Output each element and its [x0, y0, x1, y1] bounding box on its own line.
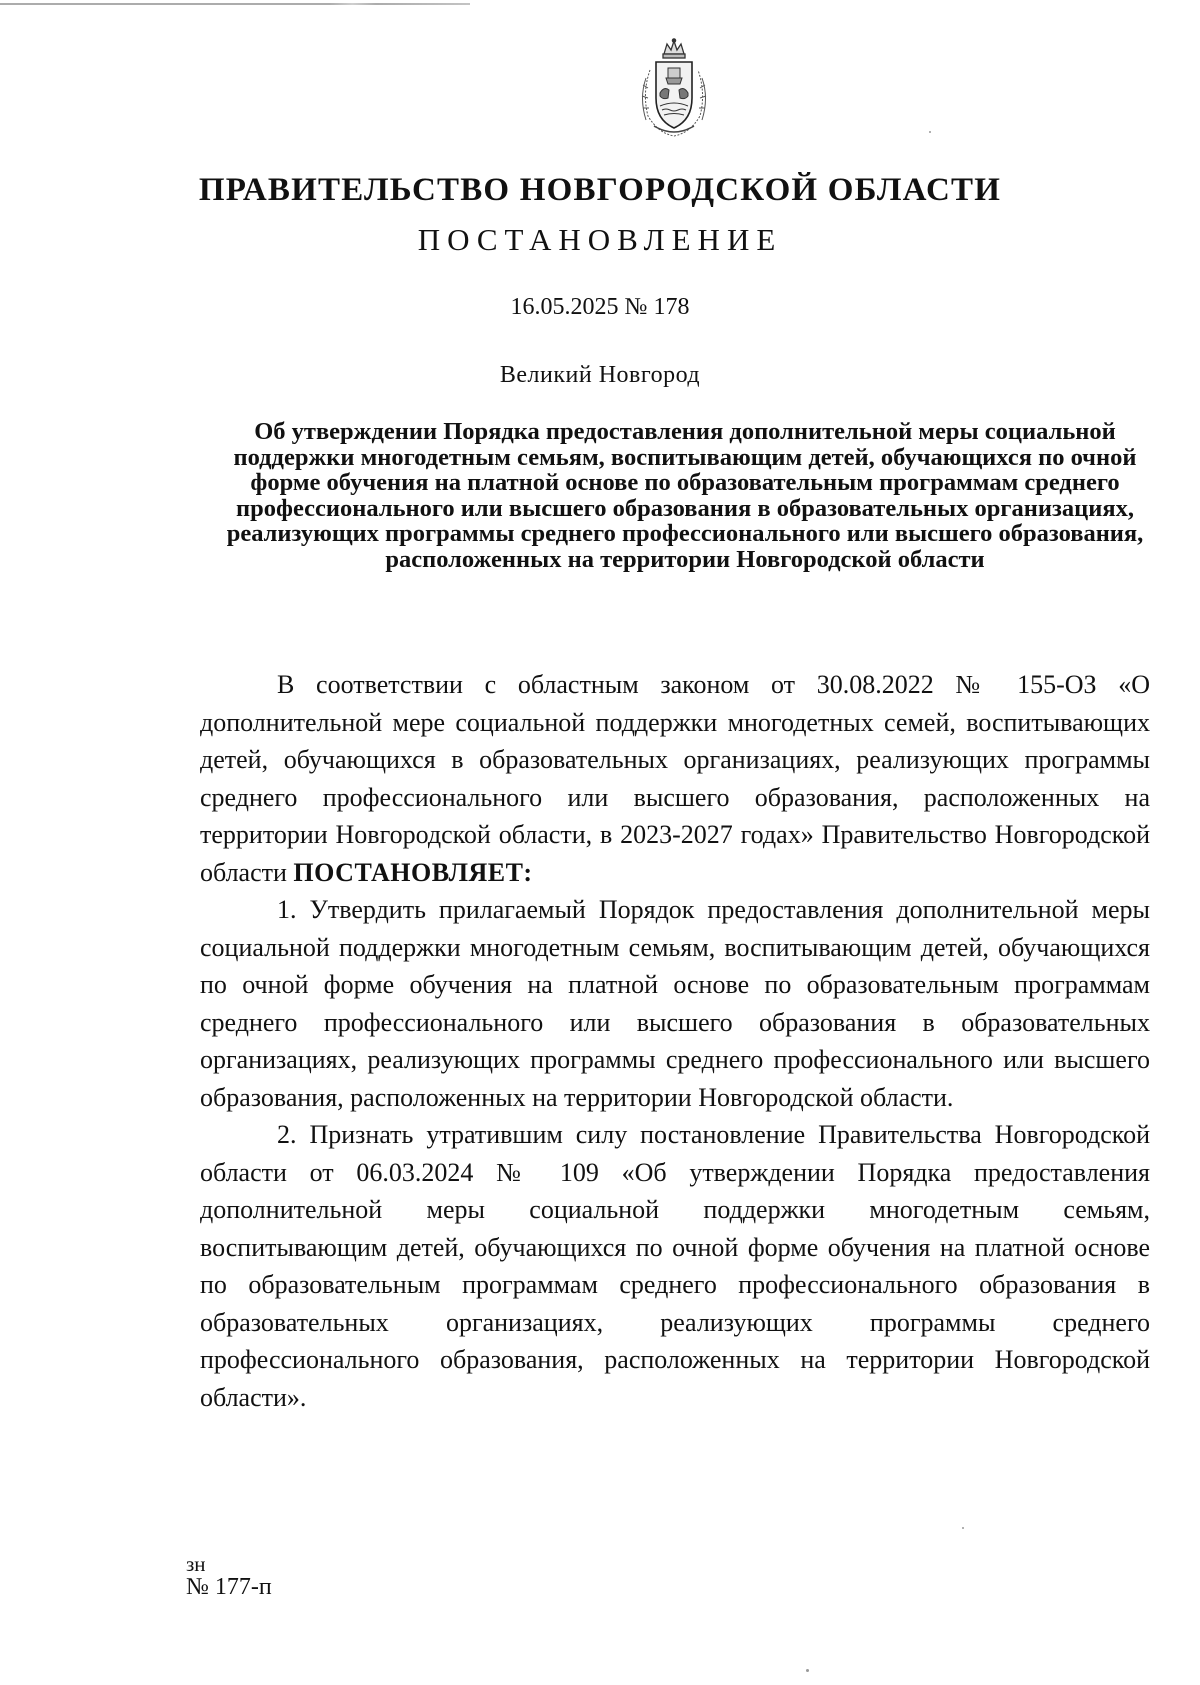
- item-1-paragraph: 1. Утвердить прилагаемый Порядок предоставления дополнительной меры социальной поддержки многодетным семьям, воспитывающим детей, обучающихся по очной форме обучения на платной основе по образовательным программам среднего профессионального или высшего образования в образовательных организациях, реализующих программы среднего профессионального или высшего образования, расположенных на территории Новгородской области.: [200, 895, 1150, 1112]
- scan-speck: [962, 1527, 964, 1529]
- document-city: Великий Новгород: [499, 362, 701, 388]
- decree-word: ПОСТАНОВЛЯЕТ:: [293, 857, 533, 887]
- scan-speck: [806, 1669, 809, 1672]
- preamble-text: В соответствии с областным законом от 30.08.2022 № 155-ОЗ «О дополнительной мере социальной поддержки многодетных семей, воспитывающих детей, обучающихся в образовательных организациях, реализующих программы среднего профессионального или высшего образования, расположенных на территории Новгородской области, в 2023-2027 годах» Правительство Новгородской области: [200, 670, 1150, 887]
- scan-speck: [929, 131, 931, 133]
- government-name: ПРАВИТЕЛЬСТВО НОВГОРОДСКОЙ ОБЛАСТИ: [198, 172, 1002, 208]
- preamble-paragraph: [200, 666, 1150, 891]
- executor-initials: зн: [186, 1552, 206, 1576]
- registration-number: № 177-п: [186, 1574, 272, 1600]
- scan-artifact-line: [0, 3, 470, 5]
- document-date-number: 16.05.2025 № 178: [510, 294, 690, 320]
- document-body: [200, 666, 1150, 1416]
- document-title: Об утверждении Порядка предоставления дополнительной меры социальной поддержки многодетным семьям, воспитывающим детей, обучающихся по очной форме обучения на платной основе по образовательным программам среднего профессионального или высшего образования в образовательных организациях, реализующих программы среднего профессионального или высшего образования, расположенных на территории Новгородской области: [226, 418, 1144, 573]
- item-2-paragraph: 2. Признать утратившим силу постановление Правительства Новгородской области от 06.03.2024 № 109 «Об утверждении Порядка предоставления дополнительной меры социальной поддержки многодетным семьям, воспитывающим детей, обучающихся по очной форме обучения на платной основе по образовательным программам среднего профессионального образования в образовательных организациях, реализующих программы среднего профессионального образования, расположенных на территории Новгородской области».: [200, 1120, 1150, 1412]
- coat-of-arms-icon: [636, 38, 712, 138]
- document-type: ПОСТАНОВЛЕНИЕ: [417, 222, 783, 257]
